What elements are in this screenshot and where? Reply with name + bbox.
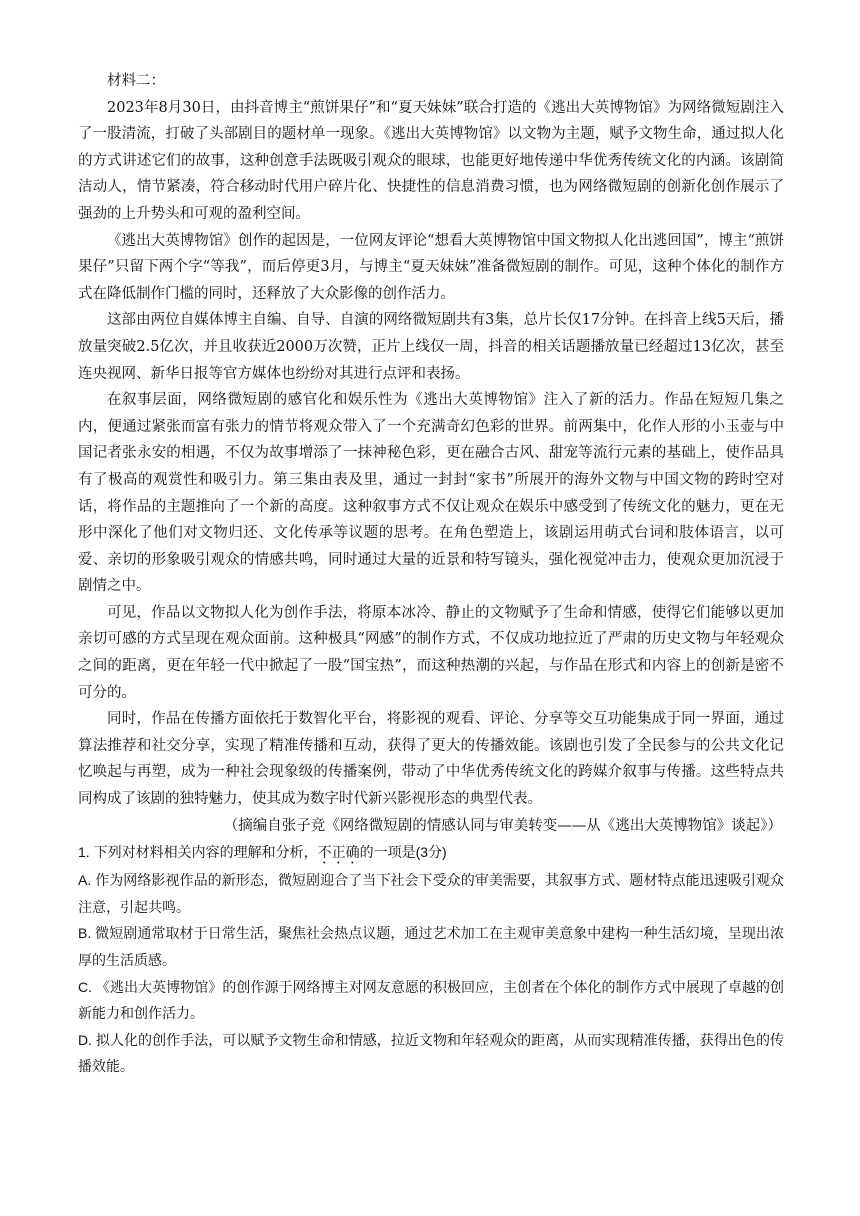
paragraph-5: 可见，作品以文物拟人化为创作手法，将原本冰冷、静止的文物赋予了生命和情感，使得它们能够以更加亲切可感的方式呈现在观众面前。这种极具“网感”的制作方式，不仅成功地拉近了严肃的历史文物与年轻观众之间的距离，更在年轻一代中掀起了一股“国宝热”，而这种热潮的兴起，与作品在形式和内容上的创新是密不可分的。 bbox=[78, 604, 784, 701]
question-stem bbox=[78, 839, 784, 867]
option-d: D. 拟人化的创作手法，可以赋予文物生命和情感，拉近文物和年轻观众的距离，从而实现精准传播，获得出色的传播效能。 bbox=[78, 1031, 784, 1075]
paragraph-3: 这部由两位自媒体博主自编、自导、自演的网络微短剧共有3集，总片长仅17分钟。在抖音上线5天后，播放量突破2.5亿次，并且收获近2000万次赞，正片上线仅一周，抖音的相关话题播放量已经超过13亿次，甚至连央视网、新华日报等官方媒体也纷纷对其进行点评和表扬。 bbox=[78, 312, 784, 382]
question-emphasis: 不正确 bbox=[317, 844, 360, 861]
paragraph-4: 在叙事层面，网络微短剧的感官化和娱乐性为《逃出大英博物馆》注入了新的活力。作品在短短几集之内，便通过紧张而富有张力的情节将观众带入了一个充满奇幻色彩的世界。前两集中，化作人形的小玉壶与中国记者张永安的相遇，不仅为故事增添了一抹神秘色彩，更在融合古风、甜宠等流行元素的基础上，使作品具有了极高的观赏性和吸引力。第三集由表及里，通过一封封“家书”所展开的海外文物与中国文物的跨时空对话，将作品的主题推向了一个新的高度。这种叙事方式不仅让观众在娱乐中感受到了传统文化的魅力，更在无形中深化了他们对文物归还、文化传承等议题的思考。在角色塑造上，该剧运用萌式台词和肢体语言，以可爱、亲切的形象吸引观众的情感共鸣，同时通过大量的近景和特写镜头，强化视觉冲击力，使观众更加沉浸于剧情之中。 bbox=[78, 392, 784, 595]
paragraph-1: 2023年8月30日，由抖音博主“煎饼果仔”和“夏天妹妹”联合打造的《逃出大英博物馆》为网络微短剧注入了一股清流，打破了头部剧目的题材单一现象。《逃出大英博物馆》以文物为主题，赋予文物生命，通过拟人化的方式讲述它们的故事，这种创意手法既吸引观众的眼球，也能更好地传递中华优秀传统文化的内涵。该剧简洁动人，情节紧凑，符合移动时代用户碎片化、快捷性的信息消费习惯，也为网络微短剧的创新化创作展示了强劲的上升势头和可观的盈利空间。 bbox=[78, 99, 784, 222]
option-c: C. 《逃出大英博物馆》的创作源于网络博主对网友意愿的积极回应，主创者在个体化的制作方式中展现了卓越的创新能力和创作活力。 bbox=[78, 978, 784, 1022]
paragraph-6: 同时，作品在传播方面依托于数智化平台，将影视的观看、评论、分享等交互功能集成于同一界面，通过算法推荐和社交分享，实现了精准传播和互动，获得了更大的传播效能。该剧也引发了全民参与的公共文化记忆唤起与再塑，成为一种社会现象级的传播案例，带动了中华优秀传统文化的跨媒介叙事与传播。这些特点共同构成了该剧的独特魅力，使其成为数字时代新兴影视形态的典型代表。 bbox=[78, 711, 784, 808]
option-a: A. 作为网络影视作品的新形态，微短剧迎合了当下社会下受众的审美需要，其叙事方式、题材特点能迅速吸引观众注意，引起共鸣。 bbox=[78, 872, 784, 915]
material-label: 材料二： bbox=[107, 73, 165, 89]
document-page bbox=[78, 68, 784, 1080]
question-prefix: 1. 下列对材料相关内容的理解和分析， bbox=[78, 844, 318, 861]
source-citation: （摘编自张子竞《网络微短剧的情感认同与审美转变——从《逃出大英博物馆》谈起》） bbox=[223, 817, 782, 834]
question-suffix: 的一项是(3分) bbox=[359, 844, 447, 861]
option-b: B. 微短剧通常取材于日常生活，聚焦社会热点议题，通过艺术加工在主观审美意象中建构一种生活幻境，呈现出浓厚的生活质感。 bbox=[78, 925, 784, 968]
paragraph-2: 《逃出大英博物馆》创作的起因是，一位网友评论“想看大英博物馆中国文物拟人化出逃回国”，博主“煎饼果仔”只留下两个字“等我”，而后停更3月，与博主“夏天妹妹”准备微短剧的制作。可见，这种个体化的制作方式在降低制作门槛的同时，还释放了大众影像的创作活力。 bbox=[78, 232, 784, 302]
